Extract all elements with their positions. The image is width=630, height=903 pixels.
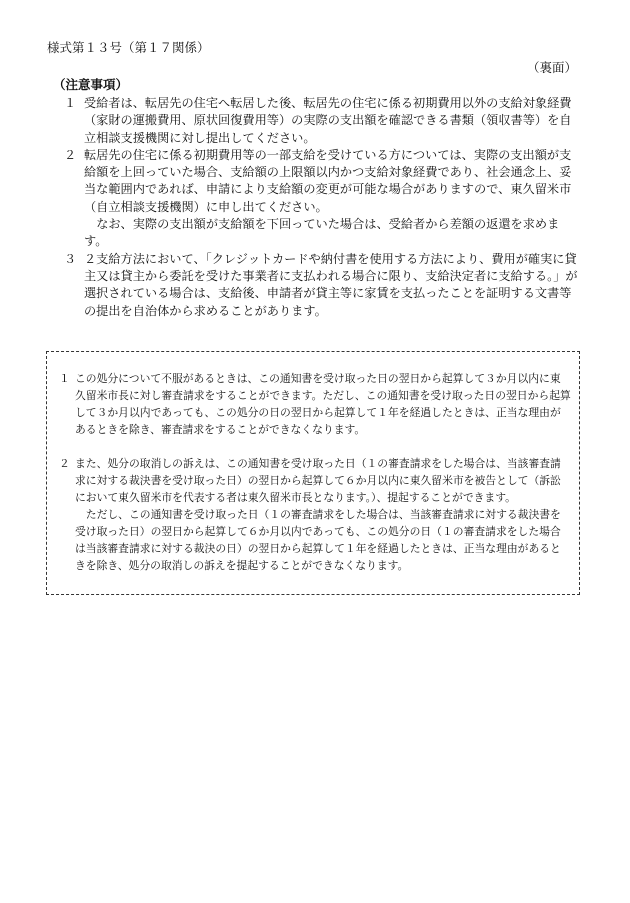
- notice-text-continued: ただし、この通知書を受け取った日（１の審査請求をした場合は、当該審査請求に対する裁決書を受け取った日）の翌日から起算して６か月以内であっても、この処分の日（１の審査請求をした場合は当該審査請求に対する裁決の日）の翌日から起算して１年を経過したときは、正当な理由があるときを除き、処分の取消しの訴えを提起することができなくなります。: [75, 508, 561, 572]
- note-text-continued: なお、実際の支出額が支給額を下回っていた場合は、受給者から差額の返還を求めます。: [84, 217, 560, 249]
- note-number: ３: [64, 251, 77, 266]
- note-text: 転居先の住宅に係る初期費用等の一部支給を受けている方については、実際の支出額が支給額を上回っていた場合、支給額の上限額以内かつ支給対象経費であり、社会通念上、妥当な範囲内であれば、申請により支給額の変更が可能な場合がありますので、東久留米市（自立相談支援機関）に申し出てください。: [84, 147, 572, 214]
- notes-list: [60, 95, 580, 320]
- appeal-notice-box: [46, 351, 580, 595]
- notice-text: また、処分の取消しの訴えは、この通知書を受け取った日（１の審査請求をした場合は、当該審査請求に対する裁決書を受け取った日）の翌日から起算して６か月以内に東久留米市を被告として（訴訟において東久留米市を代表する者は東久留米市長となります。）、提起することができます。: [75, 457, 561, 504]
- notice-text: この処分について不服があるときは、この通知書を受け取った日の翌日から起算して３か月以内に東久留米市長に対し審査請求をすることができます。ただし、この通知書を受け取った日の翌日から起算して３か月以内であっても、この処分の日の翌日から起算して１年を経過したときは、正当な理由があるときを除き、審査請求をすることができなくなります。: [75, 372, 571, 436]
- form-number: 様式第１３号（第１７関係）: [47, 40, 210, 55]
- note-number: １: [64, 96, 77, 110]
- notice-item-1: [57, 370, 571, 438]
- note-item-3: [60, 251, 580, 320]
- appeal-notice-content: [57, 370, 571, 574]
- note-text: ２支給方法において、「クレジットカードや納付書を使用する方法により、費用が確実に貸主又は貸主から委託を受けた事業者に支払われる場合に限り、支給決定者に支給する。」が選択されている場合は、支給後、申請者が貸主等に家賃を支払ったことを証明する文書等の提出を自治体から求めることがあります。: [84, 251, 578, 318]
- note-item-1: [60, 95, 580, 147]
- notes-heading: （注意事項）: [53, 77, 129, 92]
- notice-number: ２: [59, 457, 70, 470]
- note-item-2: [60, 147, 580, 251]
- notice-item-2: [57, 455, 571, 574]
- note-text: 受給者は、転居先の住宅へ転居した後、転居先の住宅に係る初期費用以外の支給対象経費（家財の運搬費用、原状回復費用等）の実際の支出額を確認できる書類（領収書等）を自立相談支援機関に対し提出してください。: [84, 96, 572, 145]
- notice-number: １: [59, 372, 70, 385]
- side-label: （裏面）: [526, 60, 577, 75]
- note-number: ２: [64, 147, 77, 162]
